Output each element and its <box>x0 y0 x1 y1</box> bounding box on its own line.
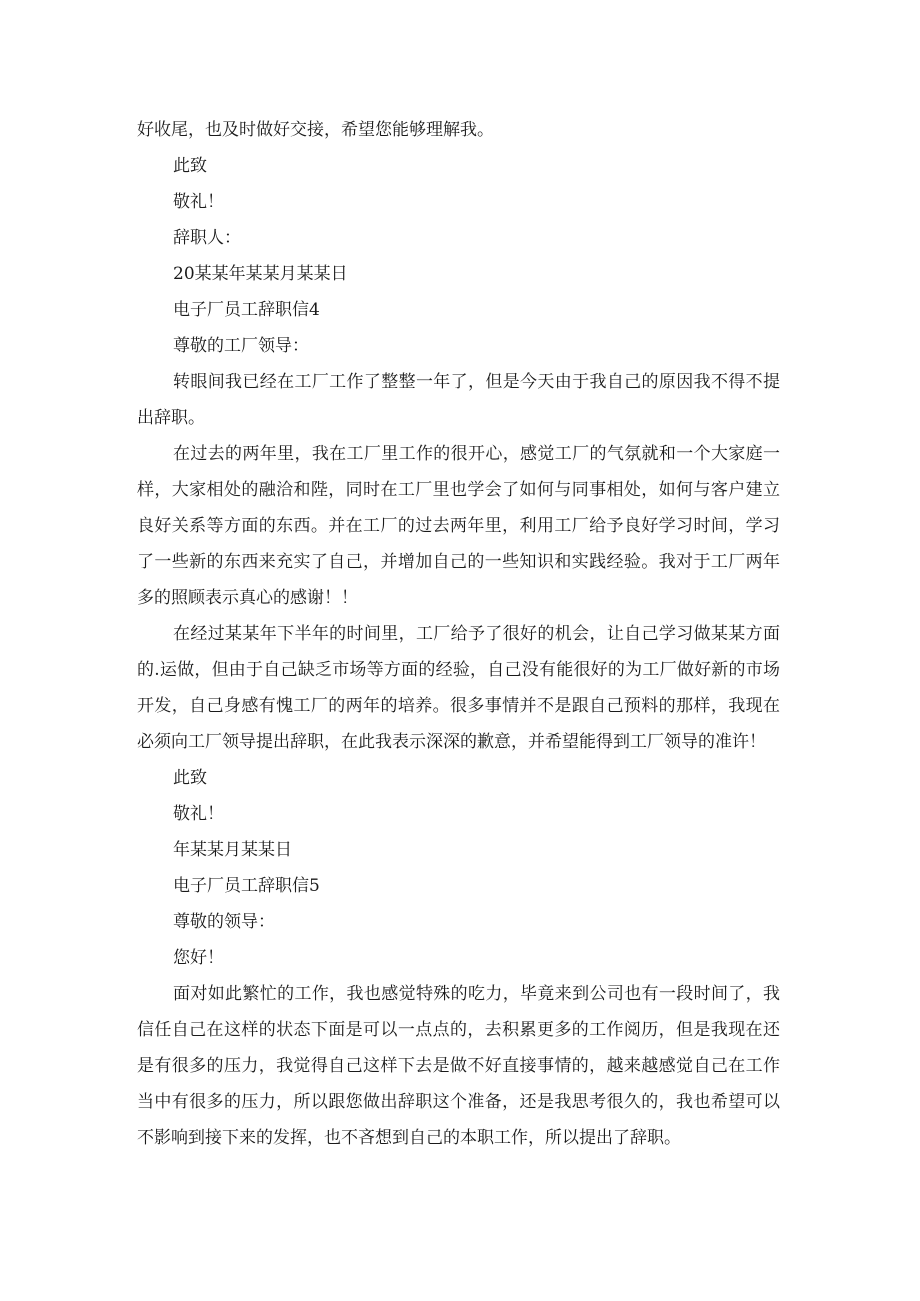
greeting-hello: 您好！ <box>173 948 224 968</box>
paragraph-body: 在过去的两年里，我在工厂里工作的很开心，感觉工厂的气氛就和一个大家庭一样，大家相处的融洽和陛，同时在工厂里也学会了如何与同事相处，如何与客户建立良好关系等方面的东西。并在工厂的过去两年里，利用工厂给予良好学习时间，学习了一些新的东西来充实了自己，并增加自己的一些知识和实践经验。我对于工厂两年多的照顾表示真心的感谢！！ <box>137 444 780 608</box>
section-title-4: 电子厂员工辞职信4 <box>173 300 320 320</box>
signature-label: 辞职人： <box>173 228 241 248</box>
date-line: 年某某月某某日 <box>173 840 292 860</box>
paragraph-body: 面对如此繁忙的工作，我也感觉特殊的吃力，毕竟来到公司也有一段时间了，我信任自己在这样的状态下面是可以一点点的，去积累更多的工作阅历，但是我现在还是有很多的压力，我觉得自己这样下去是做不好直接事情的，越来越感觉自己在工作当中有很多的压力，所以跟您做出辞职这个准备，还是我思考很久的，我也希望可以不影响到接下来的发挥，也不吝想到自己的本职工作，所以提出了辞职。 <box>137 984 780 1148</box>
document-body <box>137 112 780 1156</box>
paragraph-body: 在经过某某年下半年的时间里，工厂给予了很好的机会，让自己学习做某某方面的.运做，但由于自己缺乏市场等方面的经验，自己没有能很好的为工厂做好新的市场开发，自己身感有愧工厂的两年的培养。很多事情并不是跟自己预料的那样，我现在必须向工厂领导提出辞职，在此我表示深深的歉意，并希望能得到工厂领导的准许！ <box>137 624 780 752</box>
greeting-leader: 尊敬的领导： <box>173 912 275 932</box>
salutation-cizhi: 此致 <box>173 768 207 788</box>
date-line: 20某某年某某月某某日 <box>173 264 348 284</box>
paragraph-body: 转眼间我已经在工厂工作了整整一年了，但是今天由于我自己的原因我不得不提出辞职。 <box>137 372 780 428</box>
salutation-jingli: 敬礼！ <box>173 804 224 824</box>
salutation-cizhi: 此致 <box>173 156 207 176</box>
section-title-5: 电子厂员工辞职信5 <box>173 876 320 896</box>
paragraph-closing-continuation: 好收尾，也及时做好交接，希望您能够理解我。 <box>137 120 494 140</box>
salutation-jingli: 敬礼！ <box>173 192 224 212</box>
greeting-factory-leader: 尊敬的工厂领导： <box>173 336 309 356</box>
